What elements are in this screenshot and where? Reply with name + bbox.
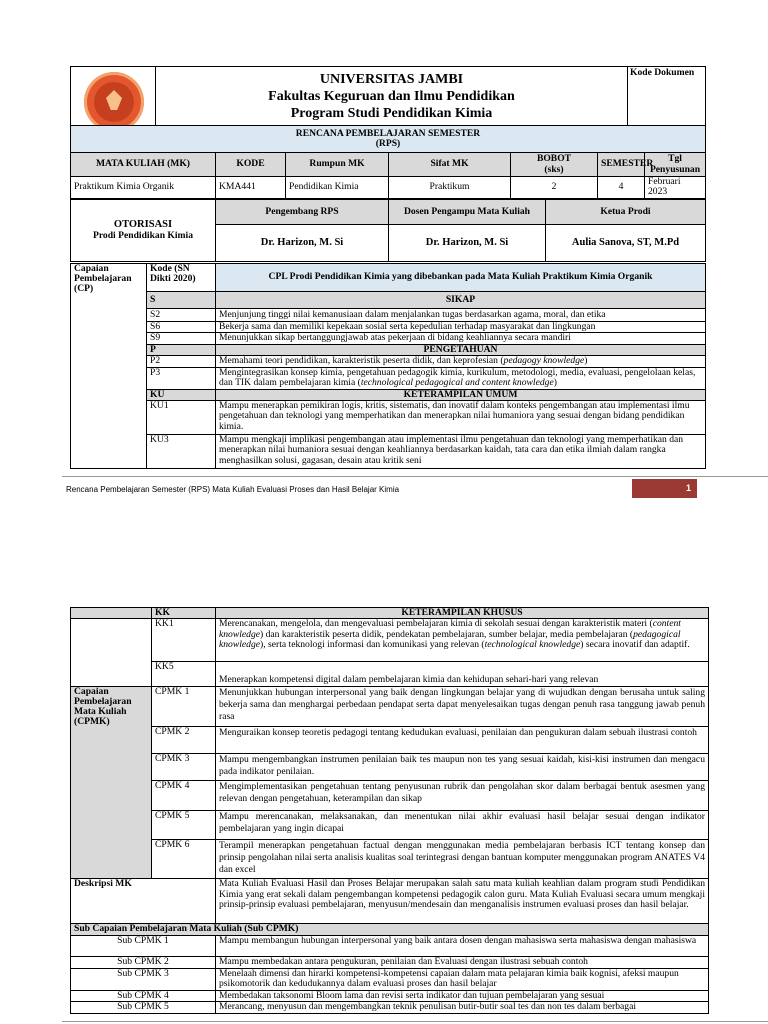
otorisasi-cell [71,200,216,262]
page2-table [70,607,709,1014]
cp-label-1: Capaian [74,263,109,274]
sikap-title: SIKAP [216,292,706,309]
value-mata-kuliah: Praktikum Kimia Organik [71,177,216,199]
s9-text: Menunjukkan sikap bertanggungjawab atas pekerjaan di bidang keahliannya secara mandiri [216,333,706,344]
tgl-line2: Penyusunan [649,163,701,175]
deskripsi-label: Deskripsi MK [71,879,216,924]
faculty-name: Fakultas Keguruan dan Ilmu Pendidikan [268,88,515,104]
cpmk-text: Mampu merencanakan, melaksanakan, dan menentukan nilai akhir evaluasi hasil belajar sesuai dengan indikator pembelajaran yang ingin dicapai [216,811,709,840]
p2-text-b: ) [584,355,588,367]
sikap-code: S [147,292,216,309]
value-sifat: Praktikum [389,177,511,199]
s9-code: S9 [147,333,216,344]
p2-text-italic: pedagogy knowledge [503,355,585,367]
value-semester: 4 [598,177,645,199]
rps-title: RENCANA PEMBELAJARAN SEMESTER [295,127,481,139]
sub-cpmk-text: Mampu membedakan antara pengukuran, penilaian dan Evaluasi dengan ilustrasi sebuah contoh [216,957,709,968]
cpmk-code: CPMK 2 [152,727,216,754]
kk1-text [216,619,709,662]
p-code: P [147,344,216,355]
ku-code: KU [147,389,216,400]
sub-cpmk-text: Menelaah dimensi dan hirarki kompetensi-kompetensi capaian dalam mata pelajaran kimia baik kognisi, afeksi maupun psikomotorik dan kedudukannya dalam evaluasi proses dan hasil belajar [216,968,709,990]
cpmk-text: Terampil menerapkan pengetahuan factual dengan menggunakan media pembelajaran berbasis ICT tentang konsep dan prinsip pengolahan nilai serta analisis kualitas soal terintegrasi dengan bantuan komputer menggunakan program ANATES V4 dan excel [216,840,709,879]
kk1-italic-2: pedagogical knowledge [219,628,681,651]
header-mata-kuliah: MATA KULIAH (MK) [71,153,216,177]
cpmk-label-2: Pembelajaran [74,696,132,708]
cp-label-cell [71,264,147,469]
p3-text [216,367,706,389]
sub-cpmk-code: Sub CPMK 3 [71,968,216,990]
kk-left-cell [71,608,152,619]
kk1-text-b: ) dan karakteristik peserta didik, pendekatan pembelajaran, sumber belajar, media pembelajaran ( [260,628,634,640]
p3-text-italic: technological pedagogical and content knowledge [360,377,554,389]
tgl-line1: Tgl [668,153,682,165]
header-table [70,66,706,153]
kk1-italic-1: content knowledge [219,618,681,640]
rps-title-cell [71,126,706,153]
sub-cpmk-code: Sub CPMK 2 [71,957,216,968]
otorisasi-table [70,199,706,262]
header-rumpun: Rumpun MK [286,153,389,177]
kk1-italic-3: technological knowledge [484,639,581,651]
sub-cpmk-title: Sub Capaian Pembelajaran Mata Kuliah (Sub CPMK) [71,924,709,936]
ku3-text: Mampu mengkaji implikasi pengembangan atau implementasi ilmu pengetahuan dan teknologi yang memperhatikan dan menerapkan nilai humaniora sesuai dengan keahliannya berdasarkan kaidah, tata cara dan etika ilmiah dalam rangka menghasilkan solusi, gagasan, desain atau kritik seni [216,435,706,469]
kk1-text-a: Merencanakan, mengelola, dan mengevaluasi pembelajaran kimia di sekolah sesuai dengan karakteristik materi ( [219,618,653,630]
footer-text: Rencana Pembelajaran Semester (RPS) Mata Kuliah Evaluasi Proses dan Hasil Belajar Kimia [66,485,400,494]
kk1-text-c: ), serta teknologi informasi dan komunikasi yang relevan ( [260,639,485,651]
sub-cpmk-text: Merancang, menyusun dan mengembangkan teknik penulisan butir-butir soal tes dan non tes dalam berbagai [216,1002,709,1013]
ku3-code: KU3 [147,435,216,469]
value-bobot: 2 [511,177,598,199]
pengembang-name: Dr. Harizon, M. Si [216,225,389,262]
cpmk-text: Mengimplementasikan pengetahuan tentang penyusunan rubrik dan pengolahan skor dalam berbagai bentuk asesmen yang relevan dengan pengetahuan, keterampilan dan sikap [216,781,709,811]
otorisasi-subtitle: Prodi Pendidikan Kimia [92,229,194,241]
rps-abbr: (RPS) [375,138,401,149]
deskripsi-text: Mata Kuliah Evaluasi Hasil dan Proses Belajar merupakan salah satu mata kuliah keahlian dalam program studi Pendidikan Kimia yang erat sekali dalam pengembangan kompetensi pedagogik calon guru. Mata Kuliah Evaluasi secara umum mengkaji prinsip-prinsip evaluasi pembelajaran, menyusun/mendesain dan menganalisis instrumen evaluasi proses dan hasil belajar. [216,879,709,924]
kk-left-empty [71,619,152,687]
cpmk-label-3: Mata Kuliah [74,706,127,718]
program-name: Program Studi Pendidikan Kimia [290,105,493,121]
cpmk-label-4: (CPMK) [74,716,110,728]
ketua-name: Aulia Sanova, ST, M.Pd [546,225,706,262]
cpmk-text: Menunjukkan hubungan interpersonal yang baik dengan lingkungan belajar yang di wujudkan dengan berusaha untuk saling bekerja sama dan menghargai perbedaan pendapat serta dapat menyelesaikan tugas dengan penuh rasa tanggung jawab penuh rasa [216,687,709,727]
value-tgl: Februari 2023 [645,177,706,199]
bobot-line1: BOBOT [536,153,572,165]
otorisasi-title: OTORISASI [113,219,173,231]
p3-text-b: ) [553,377,557,389]
page-number-badge: 1 [632,479,697,498]
cpmk-text: Menguraikan konsep teoretis pedagogi tentang kedudukan evaluasi, penilaian dan pengukuran dalam sebuah ilustrasi contoh [216,727,709,754]
cpmk-text: Mampu mengembangkan instrumen penilaian baik tes maupun non tes yang sesuai kaidah, kisi-kisi instrumen dan mengacu pada indikator penilaian. [216,754,709,781]
dosen-label: Dosen Pengampu Mata Kuliah [389,200,546,225]
course-table [70,152,706,199]
university-name: UNIVERSITAS JAMBI [319,71,464,87]
cpmk-label-cell [71,687,152,879]
value-kode: KMA441 [216,177,286,199]
s2-code: S2 [147,309,216,322]
cp-label-3: (CP) [74,283,94,294]
header-kode: KODE [216,153,286,177]
header-bobot [511,153,598,177]
ku1-code: KU1 [147,401,216,435]
logo-cell [71,67,156,126]
sub-cpmk-code: Sub CPMK 1 [71,936,216,957]
s6-code: S6 [147,322,216,333]
kk1-code: KK1 [152,619,216,662]
cpmk-code: CPMK 6 [152,840,216,879]
pengembang-label: Pengembang RPS [216,200,389,225]
kode-sn-label: Kode (SN Dikti 2020) [147,264,216,292]
cpl-title: CPL Prodi Pendidikan Kimia yang dibebankan pada Mata Kuliah Praktikum Kimia Organik [216,264,706,292]
header-sifat: Sifat MK [389,153,511,177]
p-title: PENGETAHUAN [216,344,706,355]
footer-rule [62,476,768,477]
s6-text: Bekerja sama dan memiliki kepekaan sosial serta kepedulian terhadap masyarakat dan lingkungan [216,322,706,333]
sub-cpmk-text: Mampu membangun hubungan interpersonal yang baik antara dosen dengan mahasiswa serta mahasiswa dengan mahasiswa [216,936,709,957]
header-tgl [645,153,706,177]
value-rumpun: Pendidikan Kimia [286,177,389,199]
header-title-cell [156,67,628,126]
header-semester: SEMESTER [598,153,645,177]
doc-code-label: Kode Dokumen [628,67,706,126]
sub-cpmk-code: Sub CPMK 4 [71,990,216,1001]
kk5-code: KK5 [152,662,216,687]
sub-cpmk-text: Membedakan taksonomi Bloom lama dan revisi serta indikator dan tujuan pembelajaran yang sesuai [216,990,709,1001]
page2-bottom-rule [62,1021,768,1022]
p2-code: P2 [147,356,216,367]
cp-table [70,263,706,469]
bobot-line2: (sks) [544,163,564,175]
ketua-label: Ketua Prodi [546,200,706,225]
sub-cpmk-code: Sub CPMK 5 [71,1002,216,1013]
cpmk-code: CPMK 4 [152,781,216,811]
cpmk-code: CPMK 3 [152,754,216,781]
kk-title: KETERAMPILAN KHUSUS [216,608,709,619]
dosen-name: Dr. Harizon, M. Si [389,225,546,262]
cpmk-code: CPMK 1 [152,687,216,727]
p3-text-a: Mengintegrasikan konsep kimia, pengetahuan pedagogik kimia, kurikulum, metodologi, media, evaluasi, pengelolaan kelas, dan TIK dalam pembelajaran kimia ( [219,366,696,389]
s2-text: Menjunjung tinggi nilai kemanusiaan dalam menjalankan tugas berdasarkan agama, moral, dan etika [216,309,706,322]
kk1-text-d: ) secara inovatif dan adaptif. [580,639,690,651]
cp-label-2: Pembelajaran [74,273,132,284]
ku1-text: Mampu menerapkan pemikiran logis, kritis, sistematis, dan inovatif dalam konteks pengembangan atau implementasi ilmu pengetahuan dan teknologi yang memperhatikan dan menerapkan nilai humaniora yang sesuai dengan bidang pendidikan kimia. [216,401,706,435]
p3-code: P3 [147,367,216,389]
cpmk-code: CPMK 5 [152,811,216,840]
cpmk-label-1: Capaian [74,686,109,698]
p2-text [216,356,706,367]
ku-title: KETERAMPILAN UMUM [216,389,706,400]
kk-code: KK [152,608,216,619]
p2-text-a: Memahami teori pendidikan, karakteristik peserta didik, dan keprofesian ( [219,355,504,367]
kk5-text: Menerapkan kompetensi digital dalam pembelajaran kimia dan kehidupan sehari-hari yang relevan [216,662,709,687]
